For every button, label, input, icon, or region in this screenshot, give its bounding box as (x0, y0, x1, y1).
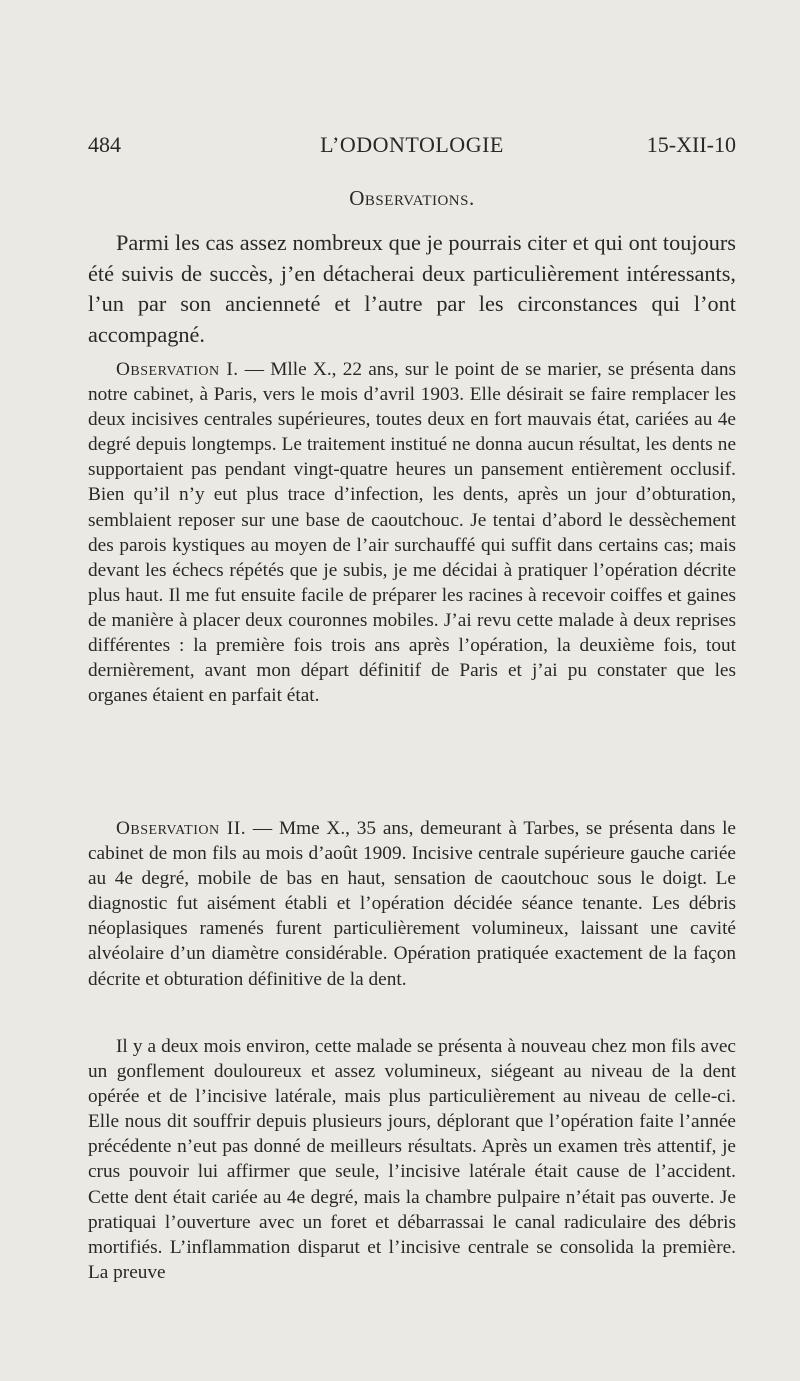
section-title: Observations. (349, 186, 475, 210)
observation-2-text: — Mme X., 35 ans, demeurant à Tarbes, se présenta dans le cabinet de mon fils au mois d’août 1909. Incisive centrale supérieure gauche cariée au 4e degré, mobile de bas en haut, sensation de caoutchouc sous le doigt. Le diagnostic fut aisément établi et l’opération décidée séance tenante. Les débris néoplasiques ramenés furent particulièrement volumineux, laissant une cavité alvéolaire d’un diamètre considérable. Opération pratiquée exactement de la façon décrite et obturation définitive de la dent. (88, 818, 736, 990)
observation-2-paragraph (88, 816, 736, 992)
observation-2-label: Observation II. (116, 818, 247, 839)
continuation-paragraph: Il y a deux mois environ, cette malade se présenta à nouveau chez mon fils avec un gonflement douloureux et assez volumineux, siégeant au niveau de la dent opérée et de l’incisive latérale, mais plus particulièrement au niveau de celle-ci. Elle nous dit souffrir depuis plusieurs jours, déplorant que l’opération faite l’année précédente n’eut pas donné de meilleurs résultats. Après un examen très attentif, je crus pouvoir lui affirmer que seule, l’incisive latérale était cause de l’accident. Cette dent était cariée au 4e degré, mais la chambre pulpaire n’était pas ouverte. Je pratiquai l’ouverture avec un foret et débarrassai le canal radiculaire des débris mortifiés. L’inflammation disparut et l’incisive centrale se consolida la première. La preuve (88, 1036, 736, 1283)
observation-1-label: Observation I. (116, 359, 239, 380)
issue-date: 15-XII-10 (646, 132, 736, 157)
observation-1-paragraph (88, 357, 736, 708)
running-header (88, 132, 736, 162)
page-number: 484 (88, 132, 121, 157)
observation-1-text: — Mlle X., 22 ans, sur le point de se marier, se présenta dans notre cabinet, à Paris, vers le mois d’avril 1903. Elle désirait se faire remplacer les deux incisives centrales supérieures, toutes deux en fort mauvais état, cariées au 4e degré depuis longtemps. Le traitement institué ne donna aucun résultat, les dents ne supportaient pas pendant vingt-quatre heures un pansement entièrement occlusif. Bien qu’il n’y eut plus trace d’infection, les dents, après un jour d’obturation, semblaient reposer sur une base de caoutchouc. Je tentai d’abord le dessèchement des parois kystiques au moyen de l’air surchauffé qui suffit dans certains cas; mais devant les échecs répétés que je subis, je me décidai à pratiquer l’opération décrite plus haut. Il me fut ensuite facile de préparer les racines à recevoir coiffes et gaines de manière à placer deux couronnes mobiles. J’ai revu cette malade à deux reprises différentes : la première fois trois ans après l’opération, la deuxième fois, tout dernièrement, avant mon départ définitif de Paris et j’ai pu constater que les organes étaient en parfait état. (88, 359, 736, 707)
journal-title: L’ODONTOLOGIE (320, 132, 504, 157)
intro-paragraph: Parmi les cas assez nombreux que je pourrais citer et qui ont toujours été suivis de succès, j’en détacherai deux particulièrement intéressants, l’un par son ancienneté et l’autre par les circonstances qui l’ont accompagné. (88, 230, 736, 347)
